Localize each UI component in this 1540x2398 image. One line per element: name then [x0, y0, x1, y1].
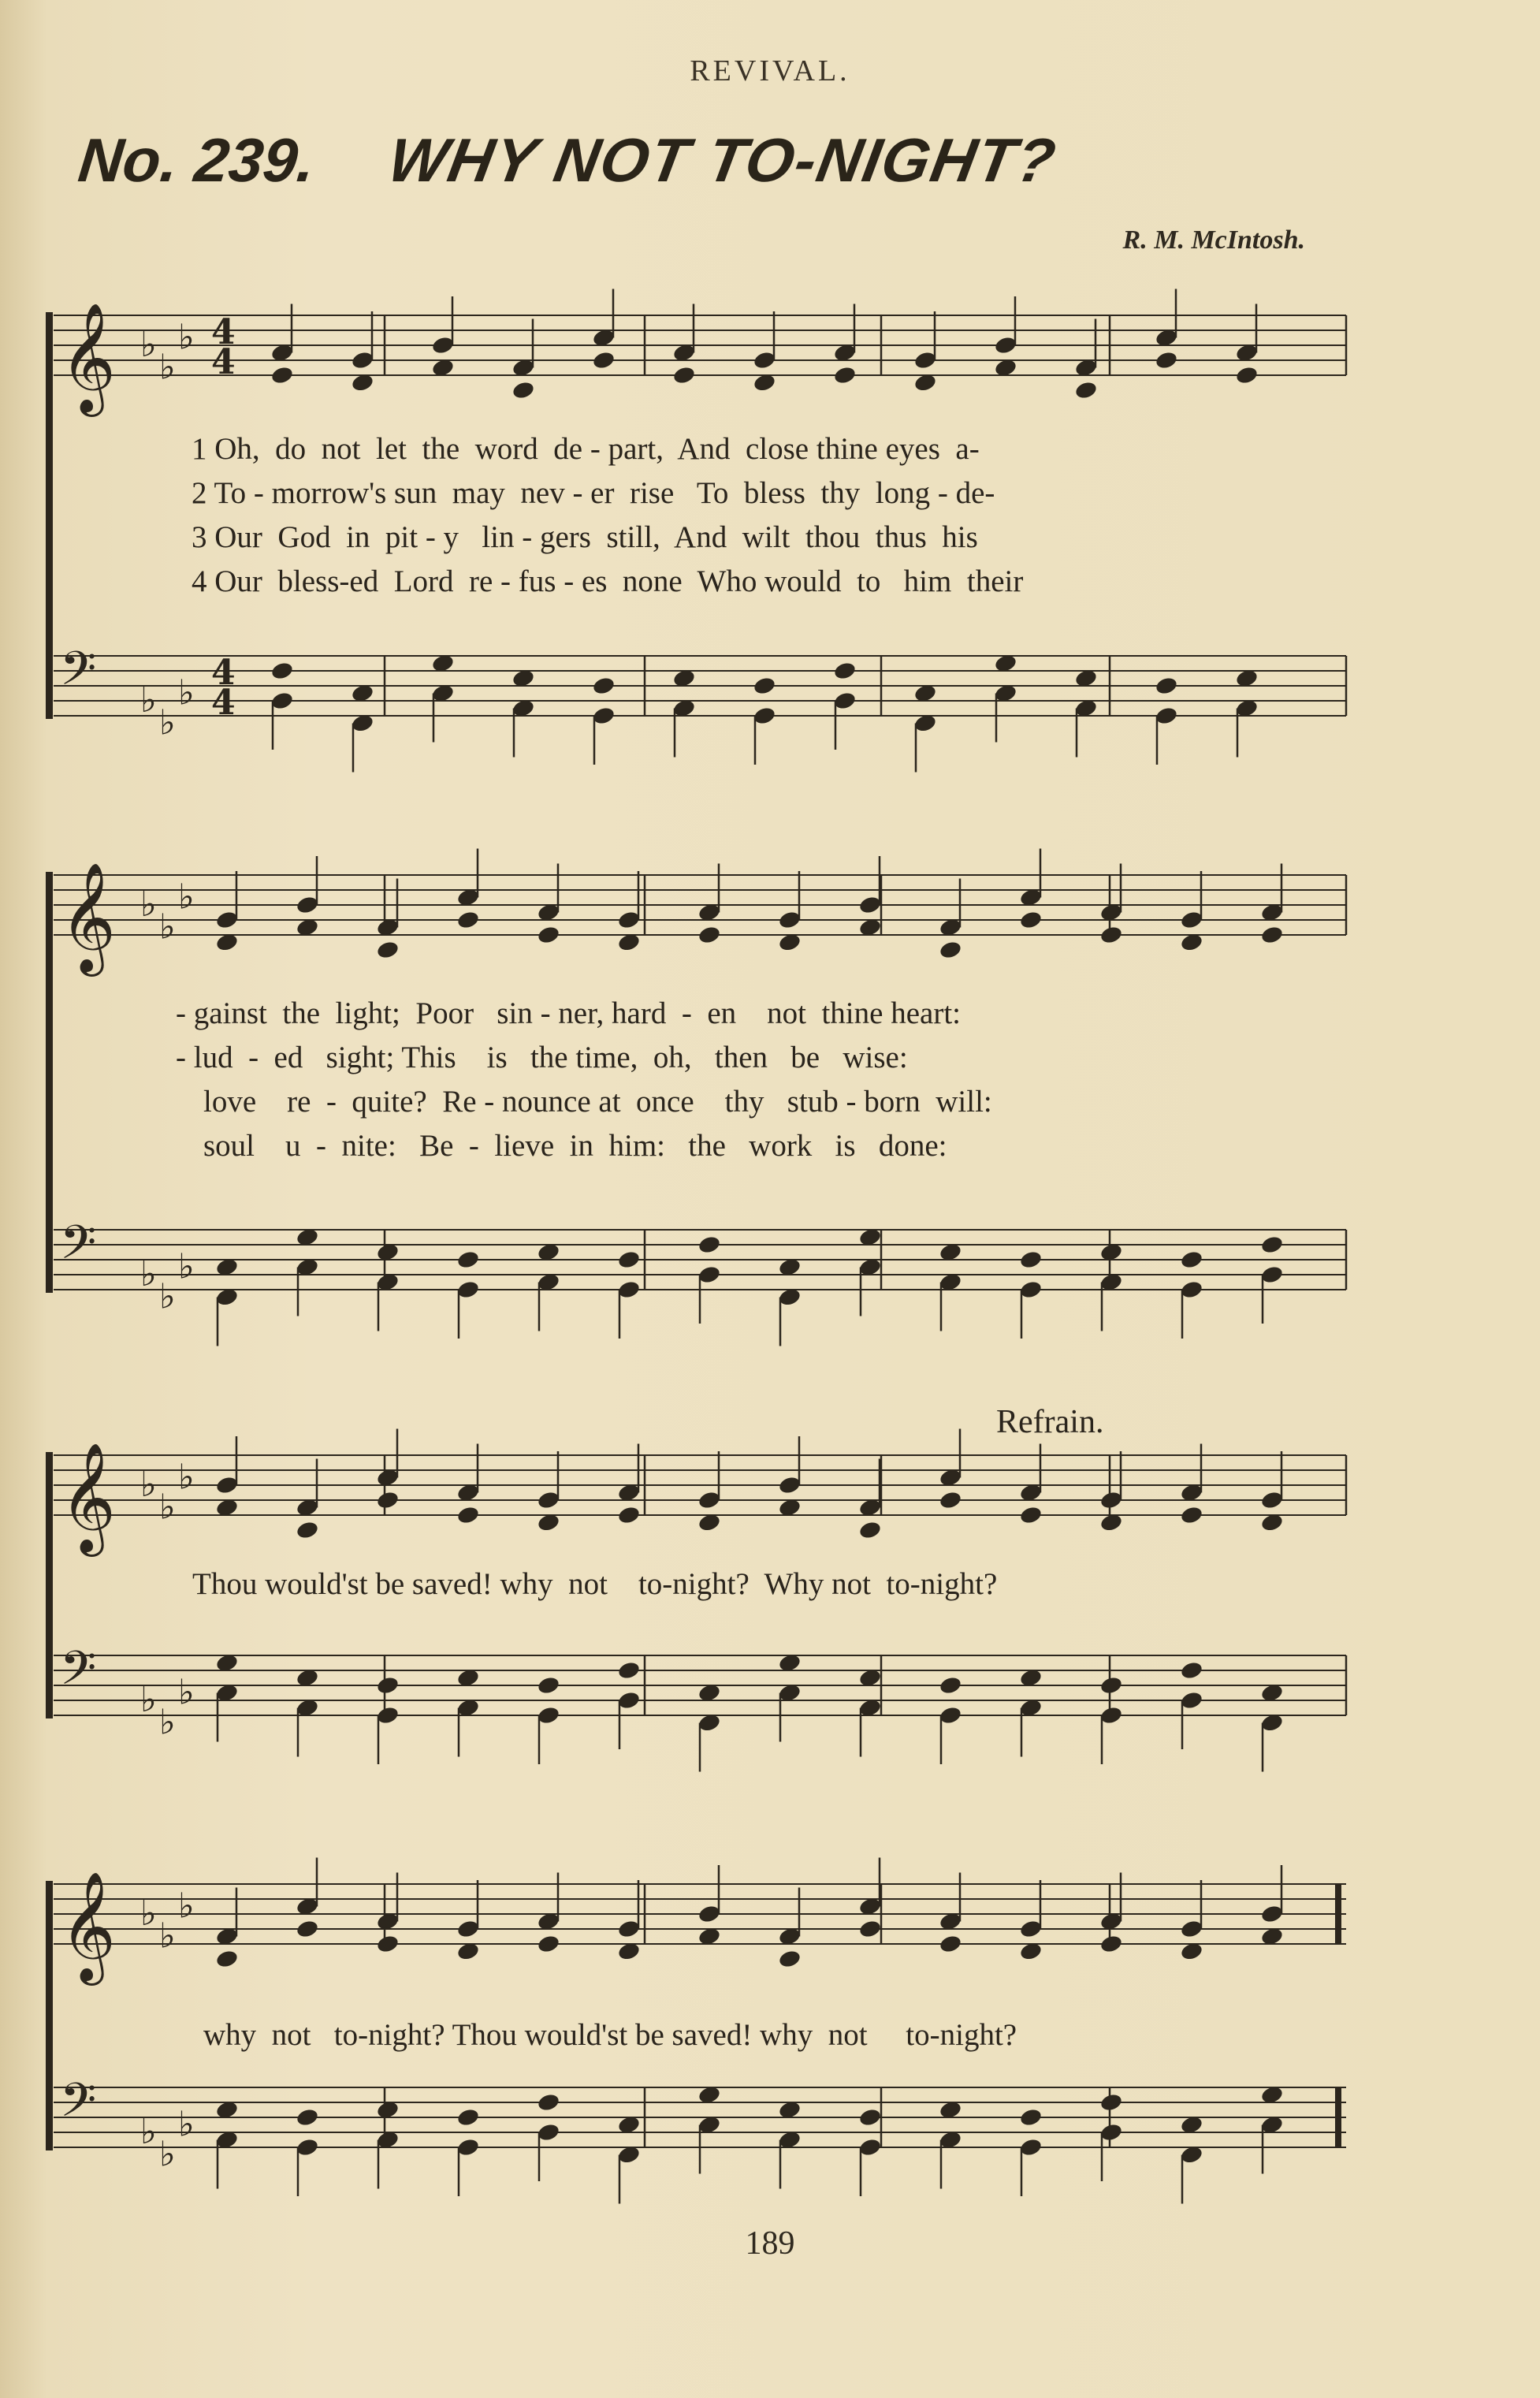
flat-icon: ♭	[178, 1246, 195, 1287]
system-brace	[46, 1881, 53, 2150]
notehead	[753, 676, 777, 696]
notehead	[376, 940, 400, 960]
notehead	[215, 910, 240, 930]
notehead	[753, 706, 777, 726]
refrain-label: Refrain.	[996, 1404, 1104, 1440]
lyric-verse-4: soul u - nite: Be - lieve in him: the work is done:	[203, 1129, 947, 1163]
flat-icon: ♭	[178, 1886, 195, 1927]
notehead	[617, 1660, 642, 1681]
notehead	[913, 350, 938, 370]
notehead	[537, 1705, 561, 1726]
flat-icon: ♭	[178, 877, 195, 918]
system-brace	[46, 312, 53, 719]
notehead	[753, 350, 777, 370]
notehead	[511, 380, 536, 400]
notehead	[376, 1934, 400, 1954]
notehead	[697, 1264, 722, 1285]
notehead	[456, 910, 481, 930]
notehead	[1155, 706, 1179, 726]
music-system-1	[46, 292, 1346, 765]
time-signature-icon: 4	[211, 342, 236, 382]
flat-icon: ♭	[178, 1457, 195, 1498]
notehead	[617, 1919, 642, 1939]
notehead	[296, 895, 320, 915]
notehead	[296, 2107, 320, 2128]
notehead	[537, 2122, 561, 2143]
notehead	[215, 1949, 240, 1969]
lyric-verse-1: 1 Oh, do not let the word de - part, And close thine eyes a-	[192, 432, 980, 466]
flat-icon: ♭	[159, 1276, 176, 1317]
notehead	[1019, 1249, 1043, 1270]
flat-icon: ♭	[159, 1916, 176, 1957]
page-number: 189	[745, 2225, 795, 2262]
notehead	[1260, 1490, 1285, 1510]
flat-icon: ♭	[159, 2134, 176, 2175]
flat-icon: ♭	[159, 907, 176, 948]
lyric-verse-3: love re - quite? Re - nounce at once thy stub - born will:	[203, 1085, 992, 1119]
notehead	[1019, 910, 1043, 930]
notehead	[939, 940, 963, 960]
music-system-2	[46, 851, 1346, 1356]
section-header: REVIVAL.	[690, 54, 850, 88]
notehead	[858, 895, 883, 915]
time-signature-icon: 4	[211, 653, 236, 693]
notehead	[592, 350, 616, 370]
notehead	[270, 691, 295, 711]
notehead	[697, 1490, 722, 1510]
notehead	[617, 1690, 642, 1711]
notehead	[270, 365, 295, 385]
notehead	[296, 1520, 320, 1540]
notehead	[1180, 910, 1204, 930]
flat-icon: ♭	[140, 1254, 157, 1294]
flat-icon: ♭	[178, 1672, 195, 1713]
system-brace	[46, 1452, 53, 1718]
flat-icon: ♭	[178, 2104, 195, 2145]
composer-credit: R. M. McIntosh.	[1122, 225, 1305, 255]
notehead	[858, 2137, 883, 2158]
notehead	[1260, 925, 1285, 945]
notehead	[833, 365, 857, 385]
score-system-3	[46, 1419, 1346, 1797]
notehead	[1099, 1490, 1124, 1510]
notehead	[592, 706, 616, 726]
notehead	[1099, 2122, 1124, 2143]
notehead	[1099, 2092, 1124, 2113]
flat-icon: ♭	[178, 317, 195, 358]
notehead	[617, 1249, 642, 1270]
notehead	[351, 350, 375, 370]
notehead	[537, 1934, 561, 1954]
notehead	[939, 1705, 963, 1726]
notehead	[215, 1475, 240, 1495]
notehead	[1260, 1264, 1285, 1285]
lyric-refrain-end: why not to-night? Thou would'st be saved! why not to-night?	[203, 2018, 1017, 2052]
final-barline	[1335, 1884, 1341, 1944]
notehead	[1180, 1505, 1204, 1525]
notehead	[1019, 2137, 1043, 2158]
hymn-number: No. 239.	[75, 125, 318, 195]
lyric-verse-4: 4 Our bless-ed Lord re - fus - es none Who would to him their	[192, 564, 1024, 598]
notehead	[1180, 1919, 1204, 1939]
notehead	[939, 1490, 963, 1510]
notehead	[431, 335, 456, 356]
notehead	[1019, 1919, 1043, 1939]
notehead	[1155, 350, 1179, 370]
notehead	[456, 1279, 481, 1300]
notehead	[697, 1234, 722, 1255]
notehead	[1099, 1934, 1124, 1954]
notehead	[376, 1705, 400, 1726]
lyric-verse-1: - gainst the light; Poor sin - ner, hard - en not thine heart:	[176, 996, 961, 1030]
flat-icon: ♭	[140, 884, 157, 925]
notehead	[537, 925, 561, 945]
bass-clef-icon: 𝄢	[60, 1215, 97, 1281]
bass-clef-icon: 𝄢	[60, 2072, 97, 2139]
notehead	[833, 661, 857, 681]
notehead	[617, 1279, 642, 1300]
system-brace	[46, 872, 53, 1293]
treble-clef-icon: 𝄞	[60, 862, 116, 972]
flat-icon: ♭	[140, 1680, 157, 1720]
flat-icon: ♭	[178, 672, 195, 713]
notehead	[296, 1919, 320, 1939]
notehead	[778, 1949, 802, 1969]
notehead	[1019, 1505, 1043, 1525]
notehead	[592, 676, 616, 696]
notehead	[456, 2137, 481, 2158]
notehead	[537, 1675, 561, 1696]
treble-clef-icon: 𝄞	[60, 303, 116, 412]
notehead	[617, 1505, 642, 1525]
notehead	[456, 2107, 481, 2128]
flat-icon: ♭	[159, 702, 176, 743]
notehead	[1260, 1904, 1285, 1924]
flat-icon: ♭	[159, 1487, 176, 1528]
flat-icon: ♭	[140, 2112, 157, 2152]
notehead	[537, 2092, 561, 2113]
flat-icon: ♭	[159, 1702, 176, 1743]
notehead	[833, 691, 857, 711]
flat-icon: ♭	[140, 1465, 157, 1505]
bass-clef-icon: 𝄢	[60, 641, 97, 707]
notehead	[1099, 925, 1124, 945]
notehead	[858, 2107, 883, 2128]
notehead	[1019, 1279, 1043, 1300]
notehead	[296, 2137, 320, 2158]
flat-icon: ♭	[140, 325, 157, 365]
notehead	[778, 1475, 802, 1495]
notehead	[994, 335, 1018, 356]
notehead	[456, 1919, 481, 1939]
treble-clef-icon: 𝄞	[60, 1871, 116, 1981]
notehead	[939, 1934, 963, 1954]
notehead	[1180, 1279, 1204, 1300]
notehead	[1180, 1690, 1204, 1711]
notehead	[697, 1904, 722, 1924]
notehead	[858, 1520, 883, 1540]
notehead	[697, 925, 722, 945]
time-signature-icon: 4	[211, 683, 236, 723]
flat-icon: ♭	[140, 1893, 157, 1934]
notehead	[1074, 380, 1099, 400]
lyric-verse-3: 3 Our God in pit - y lin - gers still, And wilt thou thus his	[192, 520, 978, 554]
final-barline	[1335, 2087, 1341, 2147]
notehead	[617, 910, 642, 930]
notehead	[1180, 1249, 1204, 1270]
hymn-title: WHY NOT TO-NIGHT?	[383, 125, 1062, 195]
notehead	[858, 1919, 883, 1939]
flat-icon: ♭	[140, 680, 157, 721]
notehead	[270, 661, 295, 681]
notehead	[1099, 1705, 1124, 1726]
notehead	[1260, 1234, 1285, 1255]
notehead	[1235, 365, 1259, 385]
bass-clef-icon: 𝄢	[60, 1640, 97, 1707]
notehead	[376, 1675, 400, 1696]
flat-icon: ♭	[159, 347, 176, 388]
notehead	[537, 1490, 561, 1510]
notehead	[456, 1505, 481, 1525]
time-signature-icon: 4	[211, 312, 236, 352]
notehead	[376, 1490, 400, 1510]
music-system-3	[46, 1404, 1346, 1797]
notehead	[1155, 676, 1179, 696]
music-system-4	[46, 1860, 1346, 2207]
notehead	[456, 1249, 481, 1270]
treble-clef-icon: 𝄞	[60, 1443, 116, 1552]
notehead	[778, 910, 802, 930]
lyric-refrain: Thou would'st be saved! why not to-night? Why not to-night?	[192, 1567, 998, 1601]
lyric-verse-2: - lud - ed sight; This is the time, oh, then be wise:	[176, 1041, 908, 1074]
notehead	[1180, 1660, 1204, 1681]
notehead	[1099, 1675, 1124, 1696]
lyric-verse-2: 2 To - morrow's sun may nev - er rise To bless thy long - de-	[192, 476, 995, 510]
notehead	[672, 365, 697, 385]
notehead	[1019, 2107, 1043, 2128]
notehead	[939, 1675, 963, 1696]
